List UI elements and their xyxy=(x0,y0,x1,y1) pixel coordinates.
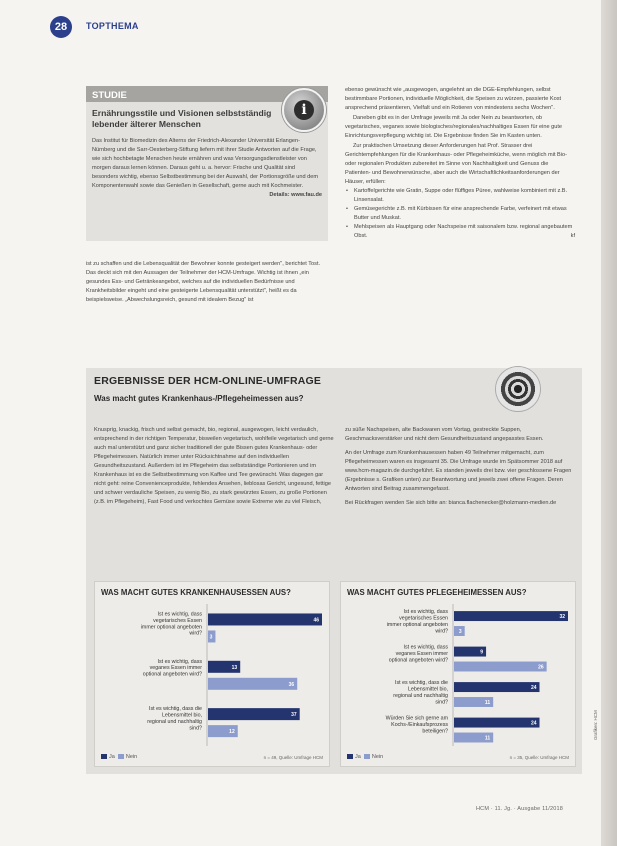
bar-value-label: 12 xyxy=(229,729,235,736)
bar-value-label: 3 xyxy=(209,634,213,641)
legend-label-ja: Ja xyxy=(355,754,361,760)
category-label: Ist es wichtig, dass veganes Essen immer optional angeboten wird? xyxy=(142,658,202,678)
bar-value-label: 46 xyxy=(313,617,319,624)
legend-swatch-nein xyxy=(364,754,370,759)
bar-value-label: 36 xyxy=(288,681,295,688)
right-column xyxy=(345,86,575,241)
chart-pflegeheim xyxy=(340,581,576,767)
chart-source: n = 49, Quelle: Umfrage HCM xyxy=(263,755,323,760)
survey-right-paragraph-2: An der Umfrage zum Krankenhausessen haben 49 Teilnehmer mitgemacht, zum Pflegeheimessen waren es insgesamt 35. Die Umfrage wurde im Spätsommer 2018 auf www.hcm-magazin.de durchgeführt. Es standen jeweils drei bzw. vier geschlossene Fragen (Ergebnisse s. Grafiken unten) zur Beantwortung und jeweils zwei offene Fragen. Deren Antworten sind Beitrag zusammengefasst. xyxy=(345,450,572,492)
page-footer: HCM · 11. Jg. · Ausgabe 11/2018 xyxy=(476,806,564,812)
chart-title: WAS MACHT GUTES KRANKENHAUSESSEN AUS? xyxy=(101,588,291,597)
study-headline: Ernährungsstile und Visionen selbstständig lebender älterer Menschen xyxy=(92,108,272,129)
category-label: Ist es wichtig, dass die Lebensmittel bio, regional und nachhaltig sind? xyxy=(393,680,448,706)
right-paragraph-2: Daneben gibt es in der Umfrage jeweils mit Ja oder Nein zu beantworten, ob vegetarisches, veganes sowie biologisches/regionales/nachhaltiges Essen für eine gute Einrichtungsverpflegung wichtig ist. Die Ergebnisse finden Sie im Kasten unten. xyxy=(345,115,563,139)
legend-swatch-ja xyxy=(347,754,353,759)
bar-nein xyxy=(208,678,297,690)
bar-value-label: 3 xyxy=(458,629,462,636)
study-body xyxy=(92,137,322,200)
left-column-text: ist zu schaffen und die Lebensqualität der Bewohner konnte gesteigert werden", berichtet Tost. Das deckt sich mit den Aussagen der Teilnehmer der HCM-Umfrage. Wichtig ist ihnen „ein gesundes Ess- und Getränkeangebot, welches auf die individuellen Bedürfnisse und Krankheitsbilder eingeht und eine gesteigerte Lebensqualität unterstützt", heißt es da beispielsweise. „Abwechslungsreich, gesund mit idealem Bezug" ist xyxy=(86,261,321,303)
bar-ja xyxy=(454,682,540,692)
bar-ja xyxy=(208,708,300,720)
study-details: Details: www.fau.de xyxy=(269,192,322,198)
legend-label-ja: Ja xyxy=(109,754,115,760)
section-title: TOPTHEMA xyxy=(86,21,139,31)
bar-value-label: 24 xyxy=(530,720,537,727)
category-label: Ist es wichtig, dass die Lebensmittel bio, regional und nachhaltig sind? xyxy=(147,706,202,732)
bar-value-label: 9 xyxy=(480,649,484,656)
bar-ja xyxy=(454,611,568,621)
page-number-badge: 28 xyxy=(50,16,72,38)
survey-left-text: Knusprig, knackig, frisch und selbst gemacht, bio, regional, ausgewogen, leicht verdaulich, entsprechend in der richtigen Temperatur, bisweilen vegetarisch, wohlfeile vegetarisch und gerne auch mal unterstützt und ganz sicher traditionell der gute Bissen gutes Krankenhaus- oder Pflegeheimessen. Natürlich immer unter Rücksichtnahme auf den individuellen Gesundheitszustand. Außerdem ist im Pflegeheim das selbstständige Portionieren und im Krankenhaus ist es die Selbstbestimmung von Kaffee und Tee gewünscht. Was dagegen gar nicht geht: reine Convenienceprodukte, fehlendes Ansehen, lieblosas Gericht, ungesund, fettige und schwer verdauliche Speisen, zu wenig Bio, zu stark gewürztes Essen, zu große Portionen (z.B. im Pflegeheim), Fast Food und verkochtes Gemüse sowie Extreme wie zu viel Fleisch, xyxy=(94,427,334,505)
bar-value-label: 11 xyxy=(484,735,491,742)
list-item: • Mehlspeisen als Hauptgang oder Nachspeise mit saisonalem bzw. regional angebautem Obst. xyxy=(354,223,575,241)
chart-source: n = 35, Quelle: Umfrage HCM xyxy=(509,755,569,760)
page-edge-shadow xyxy=(601,0,617,846)
survey-right-paragraph-1: zu süße Nachspeisen, alte Backwaren vom Vortag, gestreckte Suppen, Geschmacksverstärker und nicht dem Gesundheitszustand angepasstes Essen. xyxy=(345,427,544,442)
chart-krankenhaus xyxy=(94,581,330,767)
author-initials: kf xyxy=(570,233,575,239)
survey-right-paragraph-3: Bei Rückfragen wenden Sie sich bitte an: bianca.flachenecker@holzmann-medien.de xyxy=(345,500,557,506)
photo-credit: Grafiken: HCM xyxy=(593,710,598,740)
bar-value-label: 24 xyxy=(530,685,537,692)
survey-subtitle: Was macht gutes Krankenhaus-/Pflegeheimessen aus? xyxy=(94,394,304,403)
legend-swatch-nein xyxy=(118,754,124,759)
list-item: • Gemüsegerichte z.B. mit Kürbissen für eine ansprechende Farbe, verfeinert mit etwas Butter und Muskat. xyxy=(354,205,575,223)
recommendation-list xyxy=(345,187,575,241)
study-label: STUDIE xyxy=(92,90,127,101)
bar-value-label: 32 xyxy=(559,614,565,621)
legend-swatch-ja xyxy=(101,754,107,759)
bar-ja xyxy=(454,718,540,728)
legend-label-nein: Nein xyxy=(371,754,384,760)
survey-box xyxy=(86,368,582,774)
right-paragraph-1: ebenso gewünscht wie „ausgewogen, angelehnt an die DGE-Empfehlungen, selbst bestimmbare Portionen, individuelle Möglichkeit, die Speisen zu würzen, passierte Kost ansprechend präsentieren, Vielfalt und ein Rotieren von mindestens sechs Wochen". xyxy=(345,87,562,111)
legend-label-nein: Nein xyxy=(125,754,138,760)
study-body-text: Das Institut für Biomedizin des Alterns der Friedrich-Alexander Universität Erlangen-Nürnberg und die Sarr-Oesterberg-Stiftung liefern mit ihrer Studie Antworten auf die Frage, wie sich hochbetagte Menschen heute ernähren und was Versorgungsdienstleister von morgen daraus lernen können. Daraus geht u. a. hervor: Frische und Qualität sind besonders wichtig, ebenso Selbstbestimmung bei der Auswahl, der Portionsgröße und dem Komponentenwahl sowie das Genießen in Gesellschaft, gerne auch mit Kochmeister. xyxy=(92,138,319,189)
info-icon: i xyxy=(282,88,326,132)
survey-title: ERGEBNISSE DER HCM-ONLINE-UMFRAGE xyxy=(94,375,322,387)
right-paragraph-3: Zur praktischen Umsetzung dieser Anforderungen hat Prof. Strasser drei Gerichtempfehlungen für die Krankenhaus- oder Pflegeheimküche, wenn möglich mit Bio- oder regionalen Produkten zubereitet im Sinne von Nachhaltigkeit und Genuss die Patienten- und Bewohnerwünsche, aber auch die Wirtschaftlichkeitsanforderungen der Häuser, erfüllen: xyxy=(345,143,568,185)
list-item: • Kartoffelgerichte wie Gratin, Suppe oder flüffiges Püree, wahlweise kombiniert mit z.B. Linsensalat. xyxy=(354,187,575,205)
category-label: Ist es wichtig, dass vegetarisches Essen immer optional angeboten wird? xyxy=(386,609,448,635)
category-label: Ist es wichtig, dass veganes Essen immer optional angeboten wird? xyxy=(388,644,448,664)
category-label: Ist es wichtig, dass vegetarisches Essen immer optional angeboten wird? xyxy=(140,611,202,637)
bar-value-label: 11 xyxy=(484,700,491,707)
chart-pflegeheim-svg xyxy=(341,582,575,766)
chart-legend xyxy=(347,754,383,760)
category-label: Würden Sie sich gerne am Kochs-/Einkaufsprozess beteiligen? xyxy=(385,715,448,735)
bar-value-label: 26 xyxy=(538,664,544,671)
chart-title: WAS MACHT GUTES PFLEGEHEIMESSEN AUS? xyxy=(347,588,527,597)
bar-value-label: 13 xyxy=(231,664,238,671)
chart-legend xyxy=(101,754,137,760)
bar-ja xyxy=(208,613,322,625)
bar-nein xyxy=(454,662,547,672)
chart-krankenhaus-svg xyxy=(95,582,329,766)
bar-value-label: 37 xyxy=(291,712,297,719)
survey-right-text xyxy=(345,426,575,508)
target-icon xyxy=(496,367,540,411)
